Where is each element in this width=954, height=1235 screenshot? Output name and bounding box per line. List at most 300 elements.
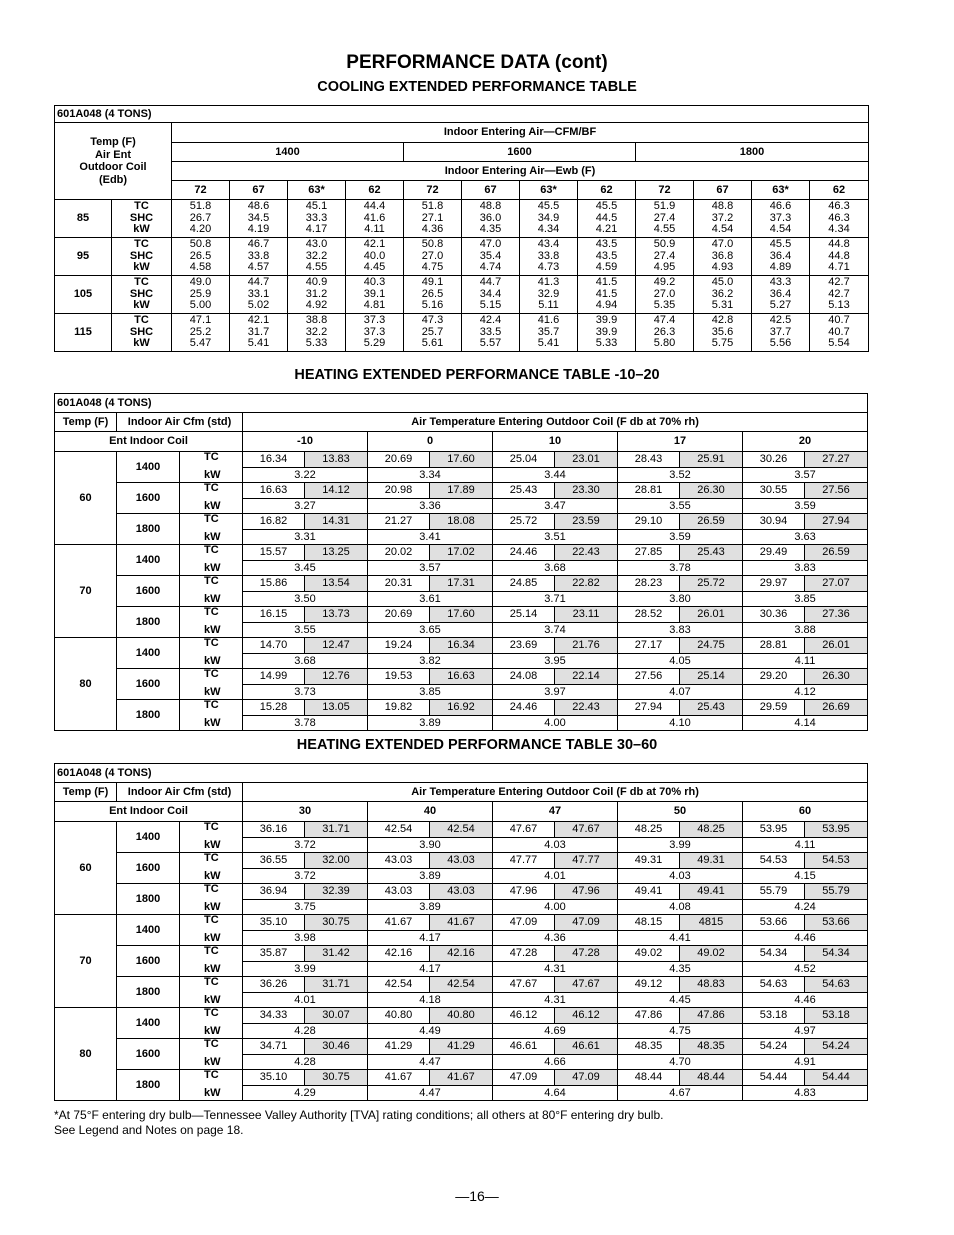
table-row — [55, 853, 868, 869]
performance-value-line: 5.75 — [711, 337, 734, 350]
cfm-value: 1800 — [117, 884, 180, 915]
performance-value — [462, 314, 520, 352]
cfm-label: Indoor Air Cfm (std) — [117, 783, 243, 802]
performance-value — [346, 200, 404, 238]
performance-value-line: 32.9 — [537, 287, 560, 300]
table-row — [55, 545, 868, 561]
performance-value — [636, 314, 694, 352]
performance-value-line: 4.81 — [363, 299, 386, 312]
tc-value: 13.54 — [305, 576, 368, 592]
tc-value: 26.69 — [805, 700, 868, 716]
performance-value-line: 5.80 — [653, 337, 676, 350]
ewb-value: 67 — [230, 181, 288, 200]
tc-value: 36.94 — [243, 884, 305, 900]
kw-value: 3.68 — [493, 561, 618, 576]
tc-value: 19.24 — [368, 638, 430, 654]
kw-value: 4.17 — [368, 962, 493, 977]
performance-value-line: 44.8 — [828, 249, 850, 262]
performance-value-line: 43.4 — [537, 238, 560, 251]
tc-value: 23.30 — [555, 483, 618, 499]
kw-value: 4.24 — [743, 900, 868, 915]
tc-value: 48.35 — [680, 1039, 743, 1055]
indoor-temp: 80 — [55, 638, 117, 731]
outdoor-temp-column: 10 — [493, 432, 618, 452]
cfm-value: 1800 — [117, 607, 180, 638]
tc-value: 23.59 — [555, 514, 618, 530]
kw-value: 4.31 — [493, 993, 618, 1008]
kw-value: 3.83 — [743, 561, 868, 576]
performance-value — [346, 238, 404, 276]
performance-value-line: 34.9 — [537, 211, 560, 224]
tc-value: 48.44 — [618, 1070, 680, 1086]
kw-label: kW — [180, 623, 243, 638]
performance-value — [694, 238, 752, 276]
performance-value-line: 50.8 — [421, 238, 444, 251]
table-row — [55, 783, 868, 802]
performance-value-line: 34.5 — [247, 211, 270, 224]
performance-value — [694, 276, 752, 314]
performance-value-line: 26.5 — [421, 287, 444, 300]
tc-label: TC — [180, 1070, 243, 1086]
cooling-table-title: COOLING EXTENDED PERFORMANCE TABLE — [317, 79, 637, 95]
performance-value-line: 5.54 — [828, 337, 850, 350]
performance-value-line: 45.5 — [769, 238, 792, 251]
tc-value: 24.85 — [493, 576, 555, 592]
kw-value: 3.85 — [368, 685, 493, 700]
kw-label: kW — [180, 685, 243, 700]
kw-value: 4.97 — [743, 1024, 868, 1039]
table-row — [55, 276, 869, 314]
kw-value: 4.70 — [618, 1055, 743, 1070]
ewb-value: 62 — [346, 181, 404, 200]
cooling-performance-table — [54, 105, 869, 352]
kw-value: 4.00 — [493, 716, 618, 731]
performance-value-line: 39.9 — [595, 325, 618, 338]
outdoor-temp-column: 60 — [743, 802, 868, 822]
tc-value: 42.54 — [368, 977, 430, 993]
table-row — [55, 432, 868, 452]
kw-value: 3.41 — [368, 530, 493, 545]
kw-label: kW — [180, 900, 243, 915]
performance-value-line: 5.41 — [247, 337, 270, 350]
indoor-temp: 70 — [55, 545, 117, 638]
performance-value-line: 50.9 — [653, 238, 676, 251]
kw-value: 4.28 — [243, 1055, 368, 1070]
tc-value: 35.10 — [243, 1070, 305, 1086]
kw-value: 4.36 — [493, 931, 618, 946]
performance-value-line: 35.6 — [711, 325, 734, 338]
tc-value: 24.75 — [680, 638, 743, 654]
edb-temp: 115 — [55, 314, 112, 352]
kw-value: 3.61 — [368, 592, 493, 607]
performance-value-line: 4.11 — [364, 223, 385, 236]
kw-value: 4.46 — [743, 993, 868, 1008]
tc-value: 48.44 — [680, 1070, 743, 1086]
performance-value-line: 38.8 — [305, 314, 328, 327]
performance-value-line: 4.58 — [189, 261, 212, 274]
value-labels-line: SHC — [129, 249, 154, 262]
performance-value-line: 41.6 — [363, 211, 386, 224]
performance-value-line: 5.15 — [479, 299, 502, 312]
kw-label: kW — [180, 993, 243, 1008]
tc-value: 14.12 — [305, 483, 368, 499]
performance-value-line: 46.3 — [828, 200, 850, 213]
performance-value-line: 47.4 — [653, 314, 676, 327]
table-row — [55, 514, 868, 530]
ewb-value: 63* — [520, 181, 578, 200]
tc-value: 22.43 — [555, 700, 618, 716]
tc-value: 47.96 — [555, 884, 618, 900]
tc-label: TC — [180, 483, 243, 499]
tc-value: 24.08 — [493, 669, 555, 685]
tc-value: 25.91 — [680, 452, 743, 468]
value-labels-line: kW — [133, 299, 150, 312]
tc-value: 28.81 — [618, 483, 680, 499]
kw-value: 4.03 — [493, 838, 618, 853]
value-labels-line: SHC — [129, 287, 154, 300]
tc-value: 40.80 — [368, 1008, 430, 1024]
performance-value-line: 42.1 — [247, 314, 270, 327]
performance-value-line: 46.7 — [247, 238, 270, 251]
kw-value: 3.74 — [493, 623, 618, 638]
tc-value: 49.12 — [618, 977, 680, 993]
cfm-label: Indoor Air Cfm (std) — [117, 413, 243, 432]
cfm-value: 1400 — [117, 822, 180, 853]
tc-value: 28.43 — [618, 452, 680, 468]
performance-value-line: 5.29 — [363, 337, 386, 350]
ewb-value: 62 — [578, 181, 636, 200]
cfm-value: 1600 — [117, 669, 180, 700]
cfm-value: 1600 — [117, 853, 180, 884]
tc-value: 47.77 — [555, 853, 618, 869]
performance-value-line: 27.0 — [421, 249, 444, 262]
ent-indoor-coil-label: Ent Indoor Coil — [55, 432, 243, 452]
tc-value: 17.02 — [430, 545, 493, 561]
performance-value-line: 44.5 — [595, 211, 618, 224]
indoor-temp: 70 — [55, 915, 117, 1008]
tc-value: 20.69 — [368, 452, 430, 468]
tc-value: 47.09 — [493, 1070, 555, 1086]
performance-value — [288, 200, 346, 238]
performance-value-line: 45.1 — [305, 200, 328, 213]
performance-value — [230, 200, 288, 238]
performance-value — [172, 314, 230, 352]
value-labels-line: SHC — [129, 211, 154, 224]
value-labels-line: kW — [133, 261, 150, 274]
tc-value: 42.16 — [430, 946, 493, 962]
tc-value: 15.86 — [243, 576, 305, 592]
tc-value: 26.30 — [680, 483, 743, 499]
tc-value: 30.26 — [743, 452, 805, 468]
value-labels-line: kW — [133, 337, 150, 350]
performance-value-line: 42.4 — [479, 314, 502, 327]
kw-value: 4.12 — [743, 685, 868, 700]
performance-value — [346, 276, 404, 314]
kw-label: kW — [180, 561, 243, 576]
tc-value: 53.66 — [743, 915, 805, 931]
performance-value-line: 48.6 — [247, 200, 270, 213]
performance-value-line: 40.0 — [363, 249, 386, 262]
tc-value: 47.09 — [555, 915, 618, 931]
tc-value: 29.59 — [743, 700, 805, 716]
performance-value-line: 33.5 — [479, 325, 502, 338]
kw-value: 3.51 — [493, 530, 618, 545]
table-row — [55, 946, 868, 962]
kw-value: 4.91 — [743, 1055, 868, 1070]
performance-value-line: 36.2 — [711, 287, 734, 300]
tc-value: 40.80 — [430, 1008, 493, 1024]
tc-value: 47.96 — [493, 884, 555, 900]
value-labels-line: SHC — [129, 325, 154, 338]
kw-value: 4.83 — [743, 1086, 868, 1101]
tc-value: 47.09 — [493, 915, 555, 931]
performance-value-line: 51.9 — [653, 200, 676, 213]
performance-value-line: 4.95 — [653, 261, 676, 274]
tc-value: 16.92 — [430, 700, 493, 716]
tc-value: 43.03 — [368, 853, 430, 869]
tc-value: 16.82 — [243, 514, 305, 530]
performance-value-line: 33.8 — [247, 249, 270, 262]
tc-value: 13.05 — [305, 700, 368, 716]
performance-value-line: 4.55 — [653, 223, 676, 236]
cfm-value: 1400 — [117, 452, 180, 483]
performance-value-line: 4.34 — [828, 223, 850, 236]
kw-value: 4.31 — [493, 962, 618, 977]
tc-value: 22.82 — [555, 576, 618, 592]
performance-value-line: 42.5 — [769, 314, 792, 327]
tc-value: 16.15 — [243, 607, 305, 623]
tc-value: 16.63 — [243, 483, 305, 499]
performance-value-line: 43.3 — [769, 276, 792, 289]
performance-value-line: 43.5 — [595, 238, 618, 251]
performance-value-line: 37.3 — [363, 325, 386, 338]
performance-value-line: 27.1 — [421, 211, 444, 224]
tc-value: 20.69 — [368, 607, 430, 623]
tc-value: 43.03 — [430, 884, 493, 900]
performance-value-line: 5.56 — [769, 337, 792, 350]
tc-value: 17.60 — [430, 452, 493, 468]
tc-value: 16.34 — [430, 638, 493, 654]
kw-value: 4.28 — [243, 1024, 368, 1039]
tc-value: 41.67 — [430, 915, 493, 931]
tc-value: 34.33 — [243, 1008, 305, 1024]
tc-value: 54.44 — [743, 1070, 805, 1086]
value-labels-line: TC — [134, 200, 149, 213]
tc-value: 18.08 — [430, 514, 493, 530]
performance-value-line: 4.35 — [479, 223, 502, 236]
tc-value: 54.24 — [805, 1039, 868, 1055]
performance-value — [636, 200, 694, 238]
tc-value: 36.16 — [243, 822, 305, 838]
kw-value: 3.47 — [493, 499, 618, 514]
kw-label: kW — [180, 931, 243, 946]
kw-value: 3.71 — [493, 592, 618, 607]
performance-value — [752, 314, 810, 352]
performance-value-line: 42.1 — [363, 238, 386, 251]
performance-value-line: 34.4 — [479, 287, 502, 300]
tc-value: 47.28 — [555, 946, 618, 962]
performance-value-line: 47.0 — [479, 238, 502, 251]
table-row — [55, 143, 869, 162]
tc-value: 21.27 — [368, 514, 430, 530]
performance-value-line: 33.3 — [305, 211, 328, 224]
kw-value: 4.17 — [368, 931, 493, 946]
performance-value — [520, 276, 578, 314]
tc-value: 49.41 — [680, 884, 743, 900]
performance-value-line: 4.59 — [595, 261, 618, 274]
performance-value — [694, 314, 752, 352]
performance-value-line: 5.35 — [653, 299, 676, 312]
tc-value: 17.31 — [430, 576, 493, 592]
performance-value-line: 44.4 — [363, 200, 386, 213]
kw-value: 4.67 — [618, 1086, 743, 1101]
performance-value — [636, 238, 694, 276]
outdoor-temp-column: 40 — [368, 802, 493, 822]
cfm-value: 1600 — [117, 483, 180, 514]
indoor-temp: 60 — [55, 452, 117, 545]
tc-value: 17.60 — [430, 607, 493, 623]
tc-value: 54.24 — [743, 1039, 805, 1055]
cfm-value: 1600 — [117, 946, 180, 977]
performance-value — [288, 314, 346, 352]
tc-value: 36.55 — [243, 853, 305, 869]
tc-value: 19.82 — [368, 700, 430, 716]
tc-label: TC — [180, 977, 243, 993]
kw-value: 3.72 — [243, 869, 368, 884]
air-temp-label: Air Temperature Entering Outdoor Coil (F db at 70% rh) — [243, 413, 868, 432]
performance-value-line: 5.61 — [421, 337, 444, 350]
kw-value: 4.47 — [368, 1086, 493, 1101]
performance-value-line: 46.6 — [769, 200, 792, 213]
indoor-temp: 60 — [55, 822, 117, 915]
tc-value: 30.36 — [743, 607, 805, 623]
performance-value-line: 4.19 — [247, 223, 270, 236]
table-row — [55, 822, 868, 838]
kw-value: 3.31 — [243, 530, 368, 545]
performance-value-line: 40.7 — [828, 325, 850, 338]
kw-value: 4.66 — [493, 1055, 618, 1070]
cfm-value: 1800 — [117, 700, 180, 731]
tc-value: 47.77 — [493, 853, 555, 869]
performance-value-line: 4.21 — [595, 223, 618, 236]
kw-value: 4.69 — [493, 1024, 618, 1039]
edb-temp: 85 — [55, 200, 112, 238]
kw-value: 3.34 — [368, 468, 493, 483]
performance-value-line: 4.55 — [305, 261, 328, 274]
model-label: 601A048 (4 TONS) — [55, 394, 868, 413]
kw-value: 4.14 — [743, 716, 868, 731]
performance-value-line: 27.0 — [653, 287, 676, 300]
tc-value: 30.75 — [305, 915, 368, 931]
performance-value-line: 44.8 — [828, 238, 850, 251]
tc-value: 35.10 — [243, 915, 305, 931]
tc-value: 31.42 — [305, 946, 368, 962]
table-row — [55, 1008, 868, 1024]
performance-value — [810, 276, 869, 314]
tc-value: 32.39 — [305, 884, 368, 900]
table-row — [55, 638, 868, 654]
tc-value: 49.31 — [680, 853, 743, 869]
tc-label: TC — [180, 822, 243, 838]
kw-label: kW — [180, 838, 243, 853]
tc-value: 27.17 — [618, 638, 680, 654]
performance-value-line: 40.3 — [363, 276, 386, 289]
tc-value: 48.25 — [618, 822, 680, 838]
tc-value: 54.34 — [805, 946, 868, 962]
performance-value-line: 33.8 — [537, 249, 560, 262]
performance-value-line: 51.8 — [421, 200, 444, 213]
tc-value: 47.67 — [493, 977, 555, 993]
value-labels — [112, 200, 172, 238]
model-label: 601A048 (4 TONS) — [55, 106, 869, 123]
tc-value: 54.63 — [743, 977, 805, 993]
edb-temp: 95 — [55, 238, 112, 276]
tc-value: 29.49 — [743, 545, 805, 561]
cfm-value: 1400 — [172, 143, 404, 162]
table-row — [55, 181, 869, 200]
kw-value: 3.89 — [368, 900, 493, 915]
ewb-value: 72 — [404, 181, 462, 200]
table-row — [55, 669, 868, 685]
performance-value-line: 4.54 — [711, 223, 734, 236]
tc-value: 41.29 — [430, 1039, 493, 1055]
tc-value: 15.28 — [243, 700, 305, 716]
performance-value — [462, 238, 520, 276]
table-row — [55, 314, 869, 352]
cfm-value: 1600 — [117, 576, 180, 607]
performance-value-line: 31.2 — [305, 287, 328, 300]
tc-label: TC — [180, 853, 243, 869]
kw-label: kW — [180, 1024, 243, 1039]
kw-label: kW — [180, 530, 243, 545]
tc-label: TC — [180, 884, 243, 900]
tc-value: 12.47 — [305, 638, 368, 654]
outdoor-temp-column: 30 — [243, 802, 368, 822]
tc-value: 47.86 — [680, 1008, 743, 1024]
tc-value: 27.36 — [805, 607, 868, 623]
tc-value: 27.94 — [618, 700, 680, 716]
tc-value: 30.07 — [305, 1008, 368, 1024]
performance-value-line: 4.54 — [769, 223, 792, 236]
tc-value: 13.73 — [305, 607, 368, 623]
tc-value: 26.30 — [805, 669, 868, 685]
tc-value: 20.31 — [368, 576, 430, 592]
cfm-value: 1600 — [404, 143, 636, 162]
performance-value-line: 26.3 — [653, 325, 676, 338]
kw-value: 4.35 — [618, 962, 743, 977]
kw-value: 3.57 — [368, 561, 493, 576]
performance-value-line: 4.71 — [828, 261, 850, 274]
performance-value-line: 4.93 — [711, 261, 734, 274]
page-number: —16— — [455, 1188, 499, 1204]
tc-value: 28.52 — [618, 607, 680, 623]
tc-value: 31.71 — [305, 977, 368, 993]
kw-value: 4.29 — [243, 1086, 368, 1101]
performance-value — [346, 314, 404, 352]
performance-value-line: 40.9 — [305, 276, 328, 289]
table-row — [55, 884, 868, 900]
tc-value: 26.59 — [680, 514, 743, 530]
value-labels — [112, 314, 172, 352]
performance-value-line: 4.20 — [189, 223, 212, 236]
tc-value: 16.34 — [243, 452, 305, 468]
tc-value: 47.09 — [555, 1070, 618, 1086]
tc-value: 25.14 — [680, 669, 743, 685]
performance-value-line: 43.0 — [305, 238, 328, 251]
tc-value: 25.72 — [493, 514, 555, 530]
kw-value: 4.10 — [618, 716, 743, 731]
performance-value-line: 47.3 — [421, 314, 444, 327]
